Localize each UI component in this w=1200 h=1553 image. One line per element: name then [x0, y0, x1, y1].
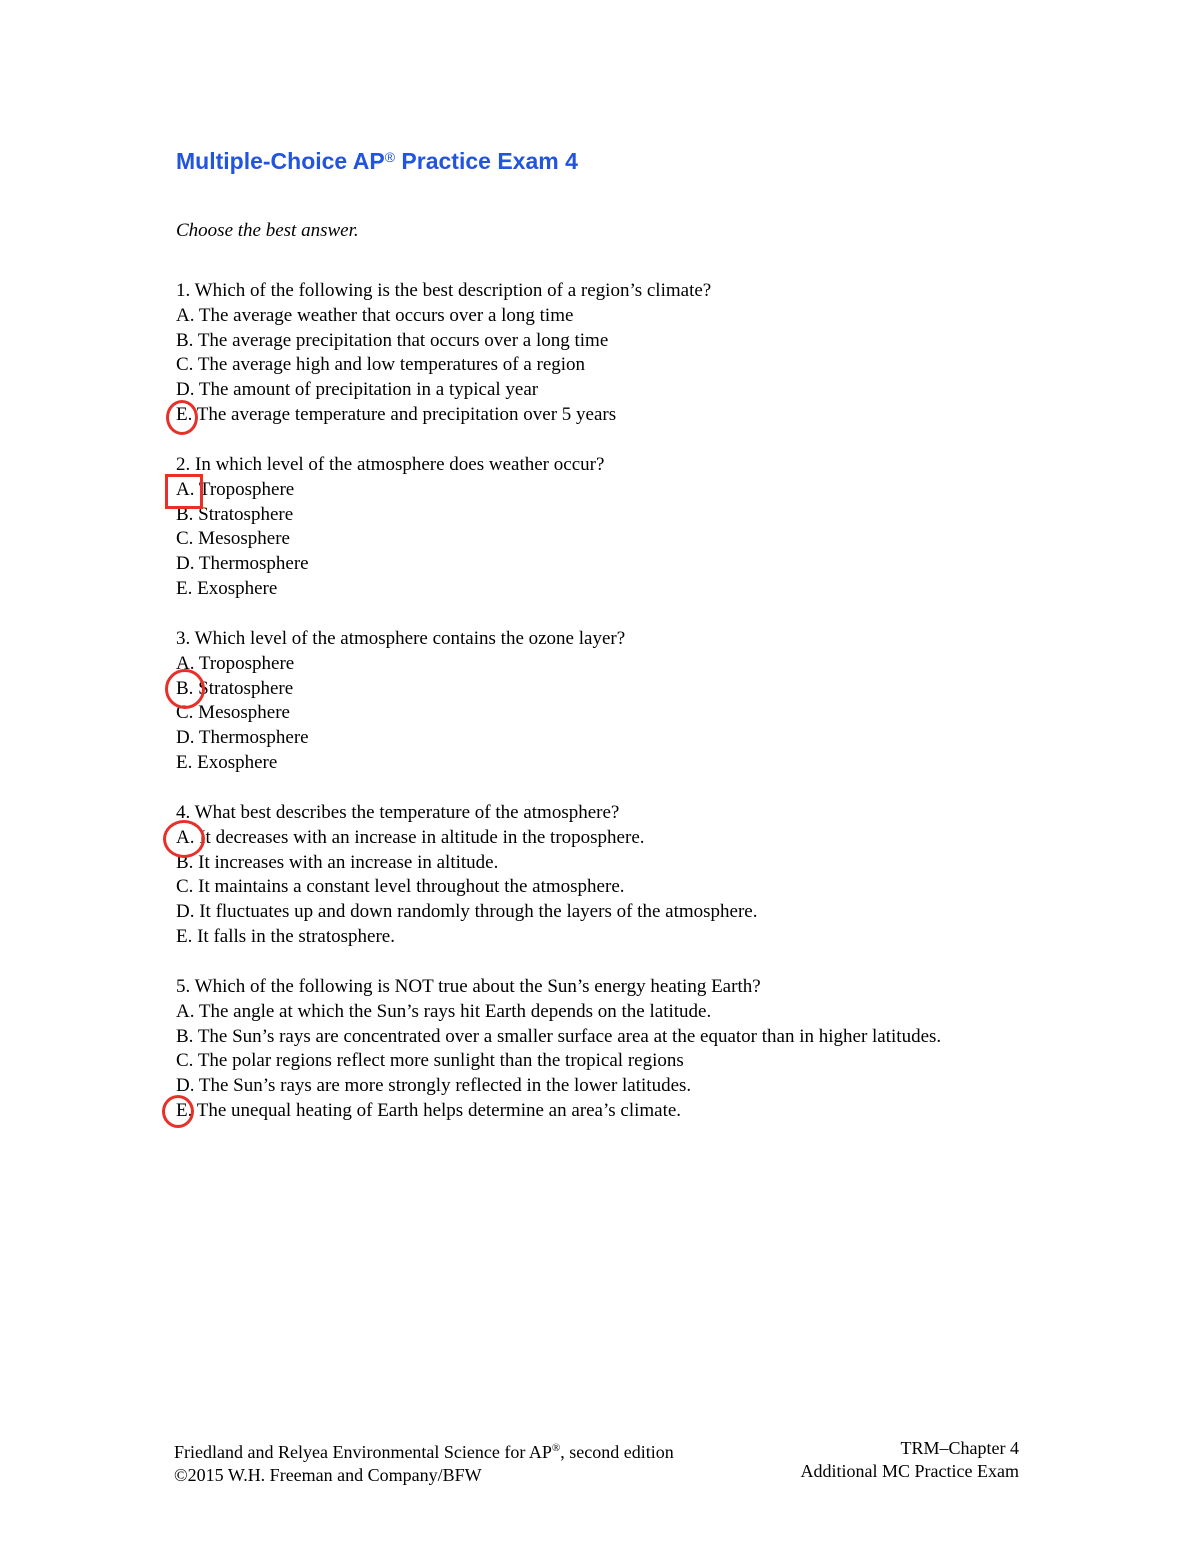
answer-option: A. Troposphere	[176, 478, 295, 500]
footer-edition-text: , second edition	[560, 1442, 674, 1462]
answer-option: A. The angle at which the Sun’s rays hit Earth depends on the latitude.	[176, 1000, 712, 1022]
answer-option: C. The polar regions reflect more sunlight than the tropical regions	[176, 1050, 684, 1072]
answer-option: B. The Sun’s rays are concentrated over a smaller surface area at the equator than in higher latitudes.	[176, 1025, 942, 1047]
question-2	[176, 453, 976, 602]
answer-option: E. Exosphere	[176, 577, 278, 599]
answer-option: D. The Sun’s rays are more strongly reflected in the lower latitudes.	[176, 1075, 692, 1097]
answer-option: D. Thermosphere	[176, 553, 309, 575]
footer-book-title	[174, 1437, 674, 1464]
question-1	[176, 279, 976, 428]
question-stem: 5. Which of the following is NOT true about the Sun’s energy heating Earth?	[176, 976, 761, 997]
answer-option: D. It fluctuates up and down randomly through the layers of the atmosphere.	[176, 901, 758, 923]
question-stem: 3. Which level of the atmosphere contains the ozone layer?	[176, 628, 626, 649]
instructions: Choose the best answer.	[176, 220, 359, 241]
answer-option: E. Exosphere	[176, 751, 278, 773]
answer-option: D. Thermosphere	[176, 727, 309, 749]
footer-exam-label: Additional MC Practice Exam	[800, 1461, 1019, 1481]
question-4	[176, 801, 976, 950]
footer-registered-mark: ®	[551, 1442, 561, 1454]
answer-mark-circle-q3	[165, 669, 205, 709]
answer-option: E. It falls in the stratosphere.	[176, 925, 395, 947]
answer-option: C. Mesosphere	[176, 702, 290, 724]
answer-option: A. The average weather that occurs over a long time	[176, 304, 574, 326]
answer-mark-circle-q1	[166, 400, 198, 435]
answer-option: C. It maintains a constant level throughout the atmosphere.	[176, 876, 625, 898]
title-text: Multiple-Choice AP	[176, 148, 385, 174]
answer-mark-box-q2	[165, 474, 203, 509]
question-stem: 4. What best describes the temperature of the atmosphere?	[176, 802, 620, 823]
answer-option: B. The average precipitation that occurs over a long time	[176, 329, 609, 351]
answer-option: A. Troposphere	[176, 652, 295, 674]
answer-option: A. It decreases with an increase in altitude in the troposphere.	[176, 826, 645, 848]
answer-mark-circle-q4	[163, 820, 205, 858]
answer-option: B. Stratosphere	[176, 503, 294, 525]
answer-mark-circle-q5	[162, 1095, 194, 1128]
answer-option: C. Mesosphere	[176, 528, 290, 550]
footer-left	[174, 1437, 674, 1487]
question-5	[176, 975, 976, 1124]
footer-book-text: Friedland and Relyea Environmental Science for AP	[174, 1442, 552, 1462]
footer-right	[801, 1437, 1019, 1483]
registered-mark: ®	[384, 149, 396, 165]
answer-option: B. Stratosphere	[176, 677, 294, 699]
footer-chapter: TRM–Chapter 4	[900, 1438, 1019, 1458]
answer-option: D. The amount of precipitation in a typical year	[176, 379, 539, 401]
answer-option: E. The unequal heating of Earth helps determine an area’s climate.	[176, 1099, 682, 1121]
answer-option: E. The average temperature and precipitation over 5 years	[176, 403, 617, 425]
answer-option: B. It increases with an increase in altitude.	[176, 851, 499, 873]
question-stem: 2. In which level of the atmosphere does weather occur?	[176, 454, 605, 475]
question-stem: 1. Which of the following is the best description of a region’s climate?	[176, 280, 712, 301]
title-text-suffix: Practice Exam 4	[395, 148, 578, 174]
page-title	[176, 146, 578, 176]
question-3	[176, 627, 976, 776]
footer-copyright: ©2015 W.H. Freeman and Company/BFW	[174, 1465, 482, 1485]
answer-option: C. The average high and low temperatures of a region	[176, 354, 586, 376]
